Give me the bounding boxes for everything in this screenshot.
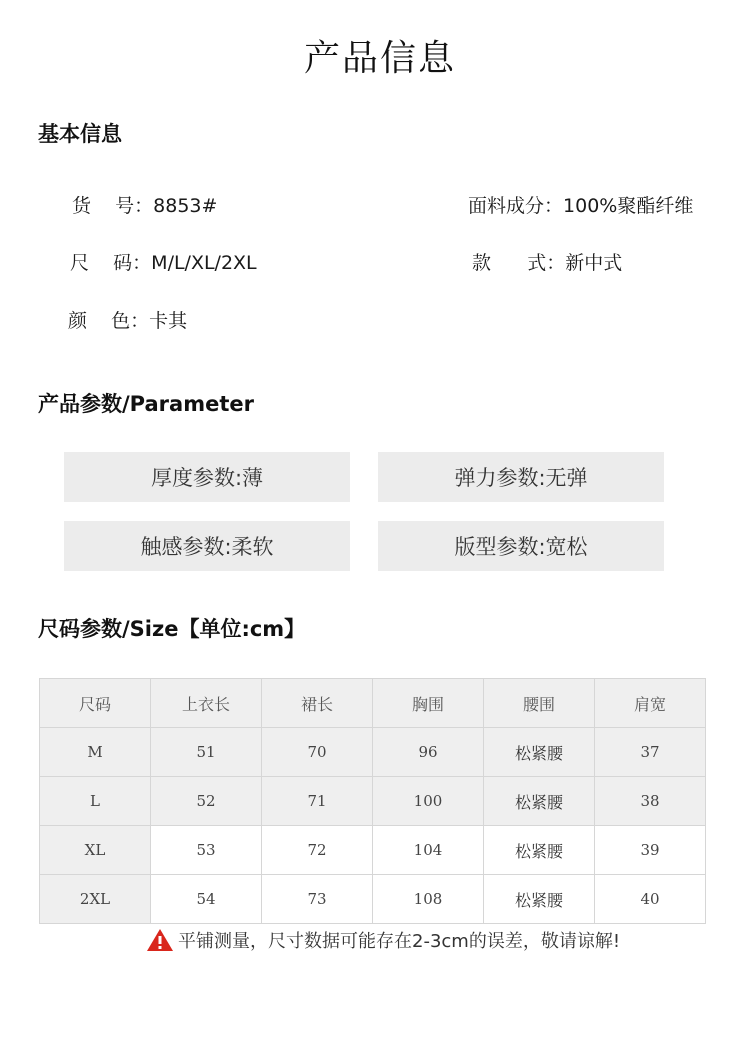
table-cell: 108 <box>373 875 484 924</box>
page-title: 产品信息 <box>303 38 456 79</box>
table-cell: 40 <box>595 875 706 924</box>
table-cell: 松紧腰 <box>484 826 595 875</box>
style-value: 新中式 <box>565 252 623 274</box>
material-row <box>468 191 693 218</box>
table-cell: L <box>40 777 151 826</box>
table-row <box>40 875 706 924</box>
item-number-row <box>72 191 217 218</box>
measurement-note-text: 平铺测量，尺寸数据可能存在2-3cm的误差，敬请谅解! <box>178 931 621 952</box>
table-cell: 104 <box>373 826 484 875</box>
fit-param: 版型参数:宽松 <box>378 521 664 571</box>
table-cell: 72 <box>262 826 373 875</box>
size-table <box>39 678 706 924</box>
table-cell: XL <box>40 826 151 875</box>
column-header: 胸围 <box>373 679 484 728</box>
item-number-value: 8853# <box>153 195 218 217</box>
size-chart-heading: 尺码参数/Size【单位:cm】 <box>38 617 306 641</box>
touch-param: 触感参数:柔软 <box>64 521 350 571</box>
table-row <box>40 826 706 875</box>
warning-icon <box>146 928 174 952</box>
column-header: 肩宽 <box>595 679 706 728</box>
size-value: M/L/XL/2XL <box>151 252 257 274</box>
table-cell: 38 <box>595 777 706 826</box>
table-row <box>40 728 706 777</box>
table-cell: 松紧腰 <box>484 777 595 826</box>
table-cell: 73 <box>262 875 373 924</box>
table-cell: 54 <box>151 875 262 924</box>
item-number-label: 货 号： <box>72 195 154 217</box>
table-cell: 松紧腰 <box>484 875 595 924</box>
table-cell: 100 <box>373 777 484 826</box>
table-cell: 51 <box>151 728 262 777</box>
table-cell: 53 <box>151 826 262 875</box>
material-value: 100%聚酯纤维 <box>563 195 694 217</box>
column-header: 裙长 <box>262 679 373 728</box>
material-label: 面料成分： <box>468 195 564 217</box>
size-row <box>70 248 257 275</box>
size-label: 尺 码： <box>70 252 152 274</box>
color-label: 颜 色： <box>68 310 150 332</box>
table-cell: 2XL <box>40 875 151 924</box>
color-value: 卡其 <box>149 310 188 332</box>
color-row <box>68 306 187 333</box>
table-cell: 96 <box>373 728 484 777</box>
size-table-header <box>40 679 706 728</box>
elasticity-param: 弹力参数:无弹 <box>378 452 664 502</box>
table-cell: 松紧腰 <box>484 728 595 777</box>
table-cell: 70 <box>262 728 373 777</box>
table-cell: 37 <box>595 728 706 777</box>
table-cell: 52 <box>151 777 262 826</box>
style-label: 款 式： <box>472 252 566 274</box>
thickness-param: 厚度参数:薄 <box>64 452 350 502</box>
table-cell: 71 <box>262 777 373 826</box>
column-header: 尺码 <box>40 679 151 728</box>
table-cell: 39 <box>595 826 706 875</box>
table-cell: M <box>40 728 151 777</box>
style-row <box>472 248 622 275</box>
column-header: 上衣长 <box>151 679 262 728</box>
column-header: 腰围 <box>484 679 595 728</box>
parameters-heading: 产品参数/Parameter <box>38 392 254 416</box>
basic-info-heading: 基本信息 <box>38 122 122 146</box>
table-row <box>40 777 706 826</box>
measurement-note <box>146 927 620 953</box>
